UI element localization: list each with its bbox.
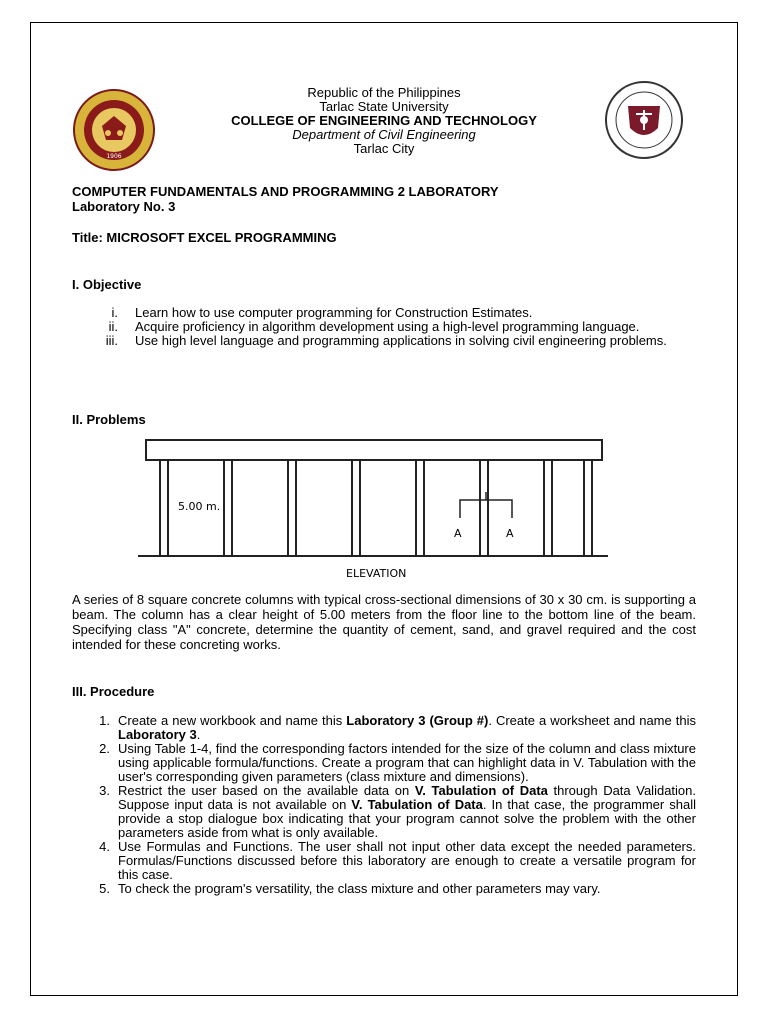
list-text: Use high level language and programming applications in solving civil engineering problems. [135, 333, 667, 348]
header-college: COLLEGE OF ENGINEERING AND TECHNOLOGY [231, 113, 537, 128]
figure-caption: ELEVATION [346, 567, 407, 580]
list-item [72, 840, 696, 882]
header-department: Department of Civil Engineering [292, 127, 476, 142]
list-text: Acquire proficiency in algorithm development using a high-level programming language. [135, 319, 640, 334]
list-text: Use Formulas and Functions. The user shall not input other data except the needed parameters. Formulas/Functions discussed before this laboratory are enough to create a versatile program for this case. [118, 839, 696, 882]
list-number: 1. [99, 713, 110, 728]
institution-header [0, 86, 768, 156]
objective-heading-wrap [72, 277, 696, 292]
section-label-a2: A [506, 527, 514, 540]
course-info [72, 184, 696, 245]
problems-heading-wrap [72, 412, 696, 427]
list-number: ii. [108, 319, 118, 334]
list-number: iii. [105, 333, 118, 348]
list-item [72, 784, 696, 840]
list-item [72, 306, 696, 320]
list-number: 5. [99, 881, 110, 896]
lab-number: Laboratory No. 3 [72, 199, 176, 214]
list-item [72, 742, 696, 784]
header-republic: Republic of the Philippines [307, 85, 461, 100]
procedure-heading: III. Procedure [72, 684, 155, 699]
list-item [72, 320, 696, 334]
list-text: Using Table 1-4, find the corresponding factors intended for the size of the column and class mixture using applicable formula/functions. Create a program that can highlight data in V. Tabulation with the user's corresponding given parameters (class mixture and dimensions). [118, 741, 696, 784]
procedure-list [72, 714, 696, 896]
header-city: Tarlac City [353, 141, 415, 156]
list-item [72, 714, 696, 742]
objective-list [72, 306, 696, 348]
list-text: Learn how to use computer programming for Construction Estimates. [135, 305, 533, 320]
problem-paragraph: A series of 8 square concrete columns with typical cross-sectional dimensions of 30 x 30 cm. is supporting a beam. The column has a clear height of 5.00 meters from the floor line to the bottom line of the beam. Specifying class "A" concrete, determine the quantity of cement, sand, and gravel required and the cost intended for these concreting works. [72, 592, 696, 652]
elevation-figure [138, 434, 608, 584]
list-text: Restrict the user based on the available data on V. Tabulation of Data through Data Validation. Suppose input data is not available on V. Tabulation of Data. In that case, the programmer shall provide a stop dialogue box indicating that your program cannot solve the problem with the other parameters aside from what is only available. [118, 783, 697, 840]
header-university: Tarlac State University [319, 99, 449, 114]
list-number: 2. [99, 741, 110, 756]
list-item [72, 334, 696, 348]
course-title: COMPUTER FUNDAMENTALS AND PROGRAMMING 2 LABORATORY [72, 184, 499, 199]
list-number: 4. [99, 839, 110, 854]
problems-heading: II. Problems [72, 412, 146, 427]
lab-title: Title: MICROSOFT EXCEL PROGRAMMING [72, 230, 337, 245]
objective-heading: I. Objective [72, 277, 142, 292]
procedure-heading-wrap [72, 684, 696, 699]
list-number: i. [111, 305, 118, 320]
list-text: To check the program's versatility, the class mixture and other parameters may vary. [118, 881, 601, 896]
height-label: 5.00 m. [178, 500, 221, 513]
list-text: Create a new workbook and name this Laboratory 3 (Group #). Create a worksheet and name this Laboratory 3. [118, 713, 696, 742]
list-item [72, 882, 696, 896]
list-number: 3. [99, 783, 110, 798]
section-label-a1: A [454, 527, 462, 540]
logo-year: 1906 [106, 153, 122, 160]
